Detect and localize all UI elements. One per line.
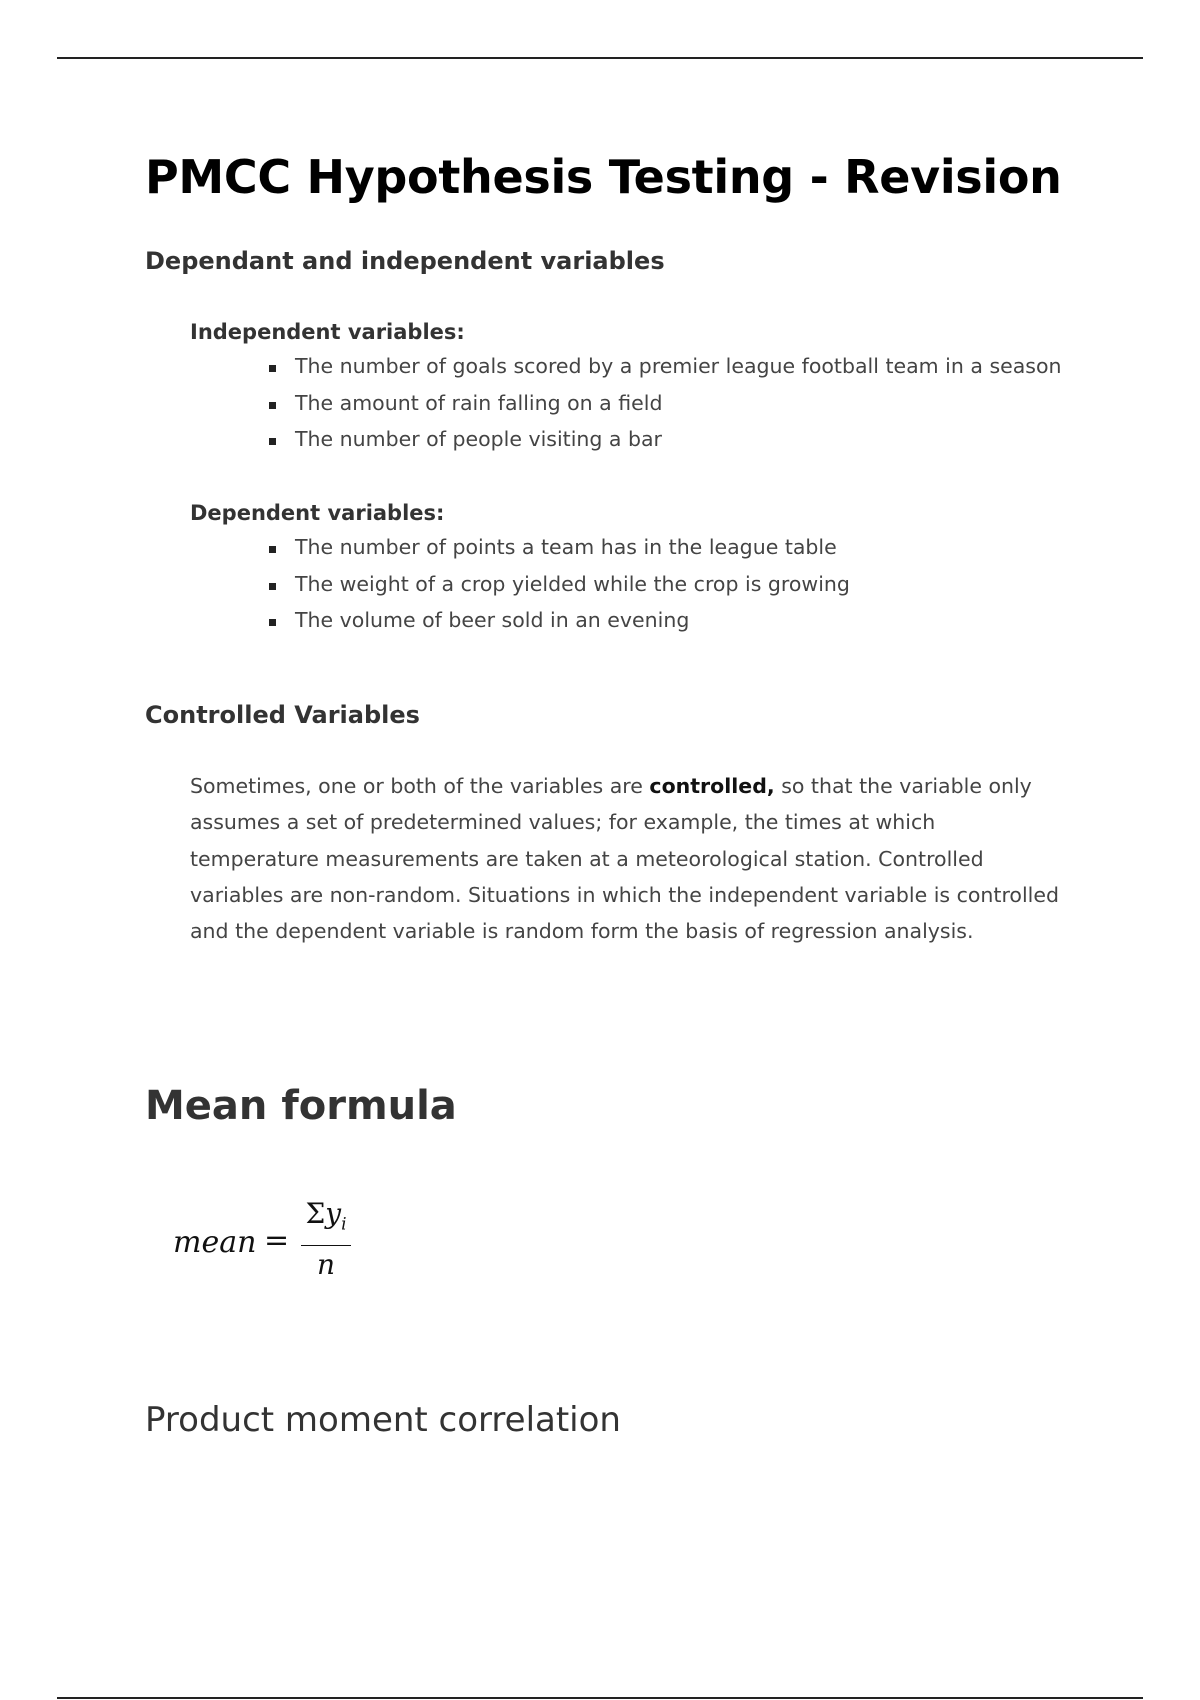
list-item-text: The amount of rain falling on a field bbox=[295, 390, 663, 415]
list-item-text: The number of people visiting a bar bbox=[295, 427, 662, 451]
square-bullet-icon bbox=[269, 365, 276, 372]
formula-lhs: mean bbox=[173, 1225, 257, 1260]
square-bullet-icon bbox=[269, 583, 276, 590]
independent-variables-label: Independent variables: bbox=[190, 320, 465, 344]
section-heading-controlled-variables: Controlled Variables bbox=[145, 701, 420, 729]
list-item bbox=[265, 535, 850, 572]
list-item-text: The volume of beer sold in an evening bbox=[295, 608, 690, 632]
formula-numerator bbox=[301, 1196, 351, 1243]
section-heading-product-moment-correlation: Product moment correlation bbox=[145, 1400, 621, 1440]
list-item bbox=[265, 572, 850, 609]
list-item bbox=[265, 427, 1062, 464]
square-bullet-icon bbox=[269, 546, 276, 553]
list-item-text: The weight of a crop yielded while the crop is growing bbox=[295, 571, 850, 596]
sigma-symbol: Σ bbox=[305, 1197, 326, 1230]
bottom-divider bbox=[57, 1697, 1143, 1699]
list-item bbox=[265, 354, 1062, 391]
formula-equals-sign: = bbox=[264, 1223, 290, 1258]
paragraph-text-start: Sometimes, one or both of the variables are bbox=[190, 774, 650, 798]
paragraph-text-end: so that the variable only assumes a set of predetermined values; for example, the times at which temperature measurements are taken at a meteorological station. Controlled variables are non-random. Situations in which the independent variable is controlled and the dependent variable is random form the basis of regression analysis. bbox=[190, 774, 1059, 944]
section-heading-variables: Dependant and independent variables bbox=[145, 247, 665, 275]
list-item-text: The number of goals scored by a premier league football team in a season bbox=[295, 354, 1062, 378]
numerator-variable: y bbox=[325, 1197, 342, 1230]
list-item bbox=[265, 391, 1062, 428]
list-item bbox=[265, 608, 850, 645]
dependent-variables-list bbox=[265, 535, 850, 645]
square-bullet-icon bbox=[269, 438, 276, 445]
top-divider bbox=[57, 57, 1143, 59]
independent-variables-list bbox=[265, 354, 1062, 464]
page-title: PMCC Hypothesis Testing - Revision bbox=[145, 150, 1062, 204]
dependent-variables-label: Dependent variables: bbox=[190, 501, 445, 525]
square-bullet-icon bbox=[269, 402, 276, 409]
numerator-subscript: i bbox=[341, 1214, 347, 1235]
section-heading-mean-formula: Mean formula bbox=[145, 1083, 457, 1129]
square-bullet-icon bbox=[269, 619, 276, 626]
list-item-text: The number of points a team has in the league table bbox=[295, 535, 837, 559]
formula-denominator: n bbox=[316, 1247, 336, 1281]
controlled-variables-paragraph bbox=[190, 768, 1070, 949]
formula-fraction bbox=[301, 1196, 351, 1284]
paragraph-bold-text: controlled, bbox=[649, 774, 775, 798]
